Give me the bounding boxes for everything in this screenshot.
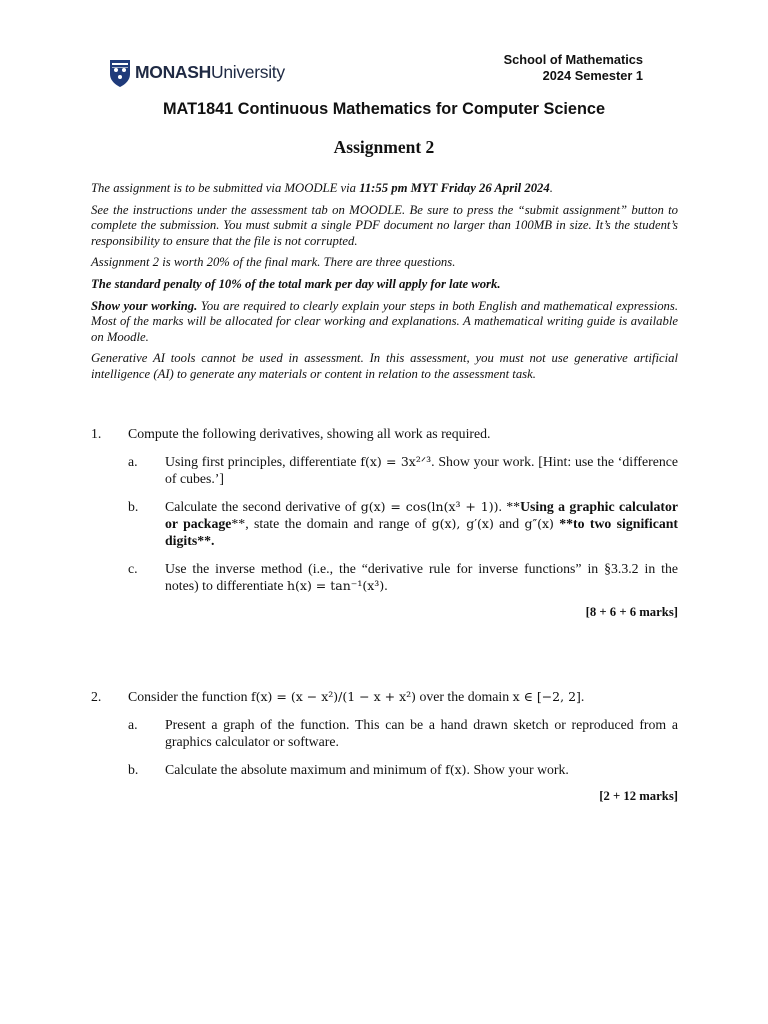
part-b [128,498,678,549]
part-text: Calculate the absolute maximum and minimum of [165,762,446,777]
question-text: Compute the following derivatives, showing all work as required. [128,426,491,441]
bold-instruction: Using a graphic calculator or package [165,499,678,531]
question-1 [91,425,678,621]
math-expression: g(x) = cos(ln(x³ + 1)) [360,499,499,514]
moodle-instructions: See the instructions under the assessment tab on MOODLE. Be sure to press the “submit assignment” button to complete the submission. You must submit a single PDF document no larger than 100MB in size. It’s the student’s responsibility to ensure that the file is not corrupted. [91,202,678,248]
math-expression: f(x) = (x − x²)/(1 − x + x²) [251,689,417,704]
math-expression: g″(x) [524,516,554,531]
part-text: . [384,578,388,593]
question-number: 2. [91,689,102,704]
due-date: 11:55 pm MYT Friday 26 April 2024 [359,181,550,195]
ai-policy: Generative AI tools cannot be used in assessment. In this assessment, you must not use generative artificial intelligence (AI) to generate any materials or content in relation to the assessment task. [91,351,678,381]
assignment-title: Assignment 2 [333,137,435,157]
part-c [128,560,678,594]
instructions [91,181,678,389]
monash-logo [108,58,285,88]
question-text: over the domain [416,689,513,704]
submission-end: . [549,181,553,195]
math-expression: x ∈ [−2, 2] [512,689,581,704]
marks-allocation: [8 + 6 + 6 marks] [585,605,678,619]
part-label: b. [128,762,139,777]
part-label: a. [128,717,138,732]
bold-instruction: **to two significant digits**. [165,516,678,548]
school-name: School of Mathematics [503,52,643,67]
math-expression: f(x) = 3x²ᐟ³ [360,454,432,469]
part-label: a. [128,454,138,469]
submission-text: The assignment is to be submitted via MOODLE via [91,181,360,195]
part-text: . Show your work. [466,762,569,777]
math-expression: f(x) [445,762,467,777]
marks-allocation: [2 + 12 marks] [599,789,678,803]
working-text: You are required to clearly explain your steps in both English and mathematical expressions. Most of the marks will be allocated for clear working and explanations. A mathematical writing guide is available on Moodle. [91,298,678,344]
question-text: . [580,689,585,704]
part-text: Present a graph of the function. This can be a hand drawn sketch or reproduced from a graphics calculator or software. [165,717,678,749]
submission-note [91,181,678,197]
question-number: 1. [91,426,102,441]
part-label: b. [128,499,139,514]
working-note [91,299,678,346]
part-text: . Show your work. [Hint: use the ‘difference of cubes.’] [165,454,679,486]
part-text: Calculate the second derivative of [165,499,361,514]
math-expression: h(x) = tan⁻¹(x³) [286,578,385,593]
semester: 2024 Semester 1 [542,67,643,83]
part-text: Use the inverse method (i.e., the “derivative rule for inverse functions” in §3.3.2 in the notes) to differentiate [165,561,678,593]
weight-note: Assignment 2 is worth 20% of the final mark. There are three questions. [91,255,456,270]
part-text: . ** [498,499,521,514]
part-b [128,761,678,778]
question-text: Consider the function [128,689,251,704]
part-label: c. [128,561,138,576]
part-text: **, state the domain and range of [231,516,432,531]
math-expression: g(x), g′(x) [431,516,494,531]
part-a [128,716,678,750]
part-a [128,453,678,487]
part-text: Using first principles, differentiate [165,454,361,469]
working-heading: Show your working. [91,298,198,313]
logo-suffix: University [210,62,285,83]
part-text: and [493,516,525,531]
school-header [504,52,643,83]
monash-crest-icon [108,58,132,88]
logo-name: MONASH [135,62,211,83]
question-2 [91,688,678,805]
late-penalty: The standard penalty of 10% of the total mark per day will apply for late work. [91,276,501,291]
course-title: MAT1841 Continuous Mathematics for Computer Science [162,100,606,118]
